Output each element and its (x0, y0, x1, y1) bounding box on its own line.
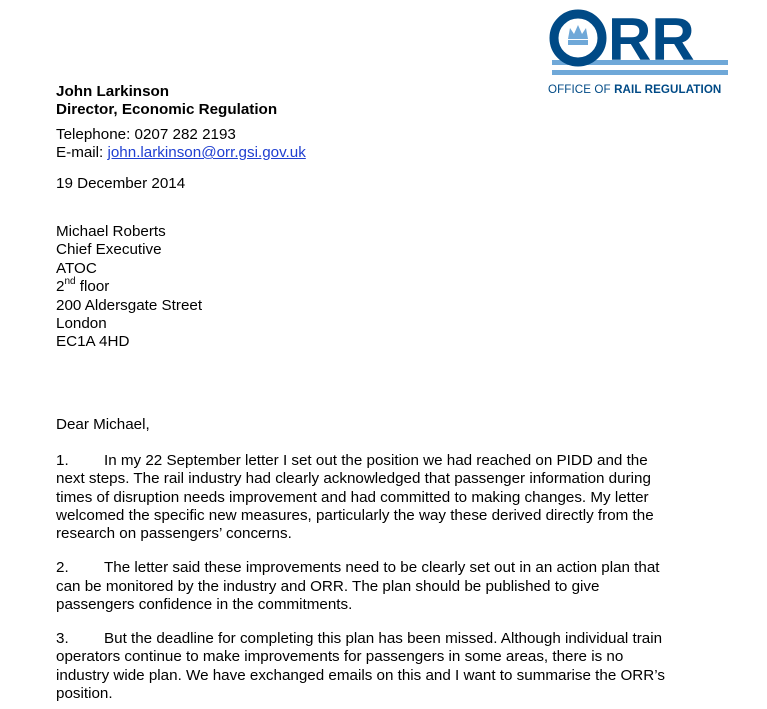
salutation: Dear Michael, (56, 416, 150, 433)
logo-caption-light: OFFICE OF (548, 83, 615, 96)
recipient-city: London (56, 315, 107, 332)
sender-email-line (56, 144, 306, 162)
recipient-floor (56, 275, 110, 296)
paragraph-text: The letter said these improvements need to be clearly set out in an action plan that (104, 559, 660, 576)
paragraph-text: In my 22 September letter I set out the position we had reached on PIDD and the (104, 452, 648, 469)
recipient-name: Michael Roberts (56, 223, 166, 240)
letter-date: 19 December 2014 (56, 175, 186, 192)
recipient-role: Chief Executive (56, 241, 162, 258)
sender-telephone: Telephone: 0207 282 2193 (56, 126, 236, 143)
logo-caption (548, 83, 721, 96)
paragraph-text: But the deadline for completing this plan has been missed. Although individual train (104, 630, 663, 647)
paragraph-2-number: 2. (56, 559, 69, 576)
logo-letters: RR (608, 8, 695, 73)
paragraph-3-line-1 (56, 630, 662, 648)
sender-title: Director, Economic Regulation (56, 101, 278, 118)
paragraph-2-line-3: passengers confidence in the commitments. (56, 596, 353, 613)
recipient-street: 200 Aldersgate Street (56, 297, 203, 314)
paragraph-3-line-4: position. (56, 685, 113, 702)
logo-caption-bold: RAIL REGULATION (614, 83, 722, 96)
email-link[interactable]: john.larkinson@orr.gsi.gov.uk (107, 144, 306, 161)
floor-word: floor (75, 278, 110, 295)
paragraph-1-line-3: times of disruption needs improvement and had committed to making changes. My letter (56, 489, 649, 506)
floor-superscript: nd (64, 275, 76, 287)
paragraph-1-number: 1. (56, 452, 69, 469)
paragraph-1-line-4: welcomed the specific new measures, particularly the way these derived directly from the (56, 507, 654, 524)
paragraph-2-line-2: can be monitored by the industry and ORR. The plan should be published to give (56, 578, 600, 595)
paragraph-1-line-5: research on passengers’ concerns. (56, 525, 292, 542)
sender-name: John Larkinson (56, 83, 170, 100)
floor-number: 2 (56, 278, 65, 295)
paragraph-3-line-2: operators continue to make improvements for passengers in some areas, there is no (56, 648, 624, 665)
recipient-org: ATOC (56, 260, 97, 277)
paragraph-3-line-3: industry wide plan. We have exchanged emails on this and I want to summarise the ORR’s (56, 667, 665, 684)
email-label: E-mail: (56, 144, 108, 161)
paragraph-1-line-2: next steps. The rail industry had clearly acknowledged that passenger information during (56, 470, 651, 487)
paragraph-1-line-1 (56, 452, 648, 470)
recipient-postcode: EC1A 4HD (56, 333, 130, 350)
paragraph-2-line-1 (56, 559, 660, 577)
paragraph-3-number: 3. (56, 630, 69, 647)
